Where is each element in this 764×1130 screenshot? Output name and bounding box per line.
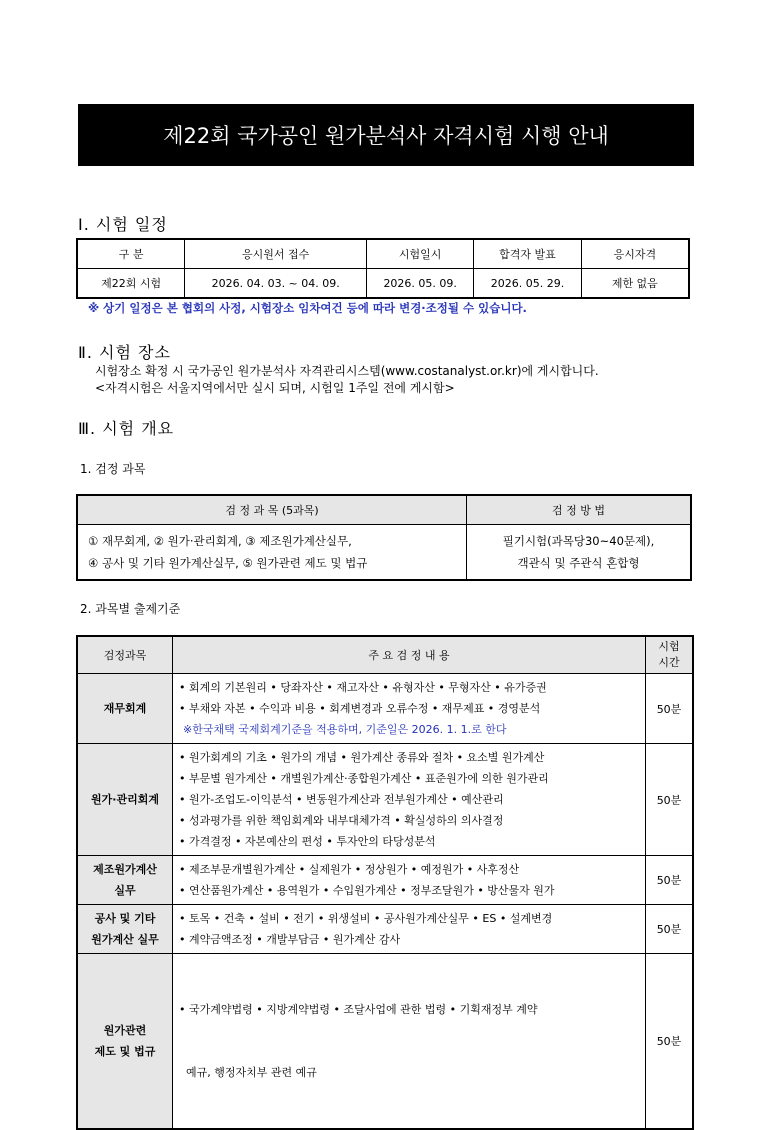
time-cell: 50분 xyxy=(646,905,694,954)
table-row xyxy=(77,269,689,299)
subject-line: 원가·관리회계 xyxy=(91,793,159,806)
content-line: • 원가회계의 기초 • 원가의 개념 • 원가계산 종류와 절차 • 요소별 원가계산 xyxy=(179,751,545,764)
location-line: 시험장소 확정 시 국가공인 원가분석사 자격관리시스템(www.costanalyst.or.kr)에 게시합니다. xyxy=(95,364,599,378)
header-cell: 응시자격 xyxy=(581,239,689,269)
subject-line: 재무회계 xyxy=(103,702,147,715)
header-cell: 시험일시 xyxy=(367,239,474,269)
subject-cell xyxy=(77,954,173,1130)
content-line: • 제조부문개별원가계산 • 실제원가 • 정상원가 • 예정원가 • 사후정산 xyxy=(179,863,520,876)
content-line: • 계약금액조정 • 개발부담금 • 원가계산 감사 xyxy=(179,933,401,946)
subsection-heading: 2. 과목별 출제기준 xyxy=(80,602,181,616)
content-line: • 부채와 자본 • 수익과 비용 • 회계변경과 오류수정 • 재무제표 • 경영분석 xyxy=(179,702,541,715)
subjects-line: ④ 공사 및 기타 원가계산실무, ⑤ 원가관련 제도 및 법규 xyxy=(88,556,368,570)
content-line: • 원가-조업도-이익분석 • 변동원가계산과 전부원가계산 • 예산관리 xyxy=(179,793,504,806)
table-row xyxy=(77,744,693,856)
subsection-heading: 1. 검정 과목 xyxy=(80,462,146,476)
content-line: • 토목 • 건축 • 설비 • 전기 • 위생설비 • 공사원가계산실무 • ES • 설계변경 xyxy=(179,912,553,925)
header-cell: 합격자 발표 xyxy=(474,239,581,269)
subject-cell xyxy=(77,674,173,744)
table-cell: 제22회 시험 xyxy=(77,269,185,299)
subjects-line: ① 재무회계, ② 원가·관리회계, ③ 제조원가계산실무, xyxy=(88,534,352,548)
content-line: • 국가계약법령 • 지방계약법령 • 조달사업에 관한 법령 • 기획재정부 계약 xyxy=(179,1003,538,1016)
subject-line: 원가관련 xyxy=(103,1024,147,1037)
header-cell: 검정과목 xyxy=(77,636,173,674)
subjects-cell xyxy=(77,525,467,581)
subjects-table xyxy=(76,494,692,581)
section3-heading: Ⅲ. 시험 개요 xyxy=(78,419,175,438)
schedule-note: ※ 상기 일정은 본 협회의 사정, 시험장소 임차여건 등에 따라 변경·조정될 수 있습니다. xyxy=(88,301,527,315)
method-line: 객관식 및 주관식 혼합형 xyxy=(517,556,640,570)
section2-heading: Ⅱ. 시험 장소 xyxy=(78,343,171,362)
header-cell xyxy=(646,636,694,674)
content-cell xyxy=(173,905,646,954)
table-header-row xyxy=(77,495,691,525)
table-cell: 2026. 05. 29. xyxy=(474,269,581,299)
table-row xyxy=(77,905,693,954)
content-line: • 연산품원가계산 • 용역원가 • 수입원가계산 • 정부조달원가 • 방산물자 원가 xyxy=(179,884,555,897)
content-line: 예규, 행정자치부 관련 예규 xyxy=(179,1066,317,1079)
table-cell: 2026. 05. 09. xyxy=(367,269,474,299)
subject-line: 제도 및 법규 xyxy=(94,1045,156,1058)
method-line: 필기시험(과목당30~40문제), xyxy=(502,534,655,548)
subject-cell xyxy=(77,905,173,954)
table-cell: 2026. 04. 03. ~ 04. 09. xyxy=(185,269,367,299)
table-row xyxy=(77,525,691,581)
content-line: • 가격결정 • 자본예산의 편성 • 투자안의 타당성분석 xyxy=(179,835,436,848)
time-cell: 50분 xyxy=(646,954,694,1130)
table-header-row xyxy=(77,636,693,674)
exam-criteria-table xyxy=(76,635,694,1130)
table-row xyxy=(77,856,693,905)
subject-line: 제조원가계산 xyxy=(93,863,157,876)
time-cell: 50분 xyxy=(646,744,694,856)
time-cell: 50분 xyxy=(646,674,694,744)
content-line: • 부문별 원가계산 • 개별원가계산·종합원가계산 • 표준원가에 의한 원가관리 xyxy=(179,772,549,785)
header-line: 시험 xyxy=(658,640,680,653)
subject-cell xyxy=(77,856,173,905)
subject-line: 원가계산 실무 xyxy=(91,933,159,946)
schedule-table xyxy=(76,238,690,299)
subject-line: 실무 xyxy=(114,884,136,897)
table-header-row xyxy=(77,239,689,269)
content-note: ※한국채택 국제회계기준을 적용하며, 기준일은 2026. 1. 1.로 한다 xyxy=(183,723,507,736)
header-cell: 검 정 과 목 (5과목) xyxy=(77,495,467,525)
content-cell xyxy=(173,744,646,856)
table-row xyxy=(77,954,693,1130)
page-title: 제22회 국가공인 원가분석사 자격시험 시행 안내 xyxy=(78,104,694,166)
content-line: • 성과평가를 위한 책임회계와 내부대체가격 • 확실성하의 의사결정 xyxy=(179,814,504,827)
header-cell: 응시원서 접수 xyxy=(185,239,367,269)
content-cell xyxy=(173,674,646,744)
content-cell xyxy=(173,856,646,905)
method-cell xyxy=(467,525,692,581)
header-cell: 주 요 검 정 내 용 xyxy=(173,636,646,674)
table-row xyxy=(77,674,693,744)
location-note: <자격시험은 서울지역에서만 실시 되며, 시험일 1주일 전에 게시함> xyxy=(95,381,455,395)
header-cell: 검 정 방 법 xyxy=(467,495,692,525)
content-line: • 회계의 기본원리 • 당좌자산 • 재고자산 • 유형자산 • 무형자산 • 유가증권 xyxy=(179,681,547,694)
table-cell: 제한 없음 xyxy=(581,269,689,299)
subject-cell xyxy=(77,744,173,856)
subject-line: 공사 및 기타 xyxy=(94,912,156,925)
time-cell: 50분 xyxy=(646,856,694,905)
header-cell: 구 분 xyxy=(77,239,185,269)
content-cell xyxy=(173,954,646,1130)
section1-heading: Ⅰ. 시험 일정 xyxy=(78,215,168,234)
header-line: 시간 xyxy=(658,656,680,669)
